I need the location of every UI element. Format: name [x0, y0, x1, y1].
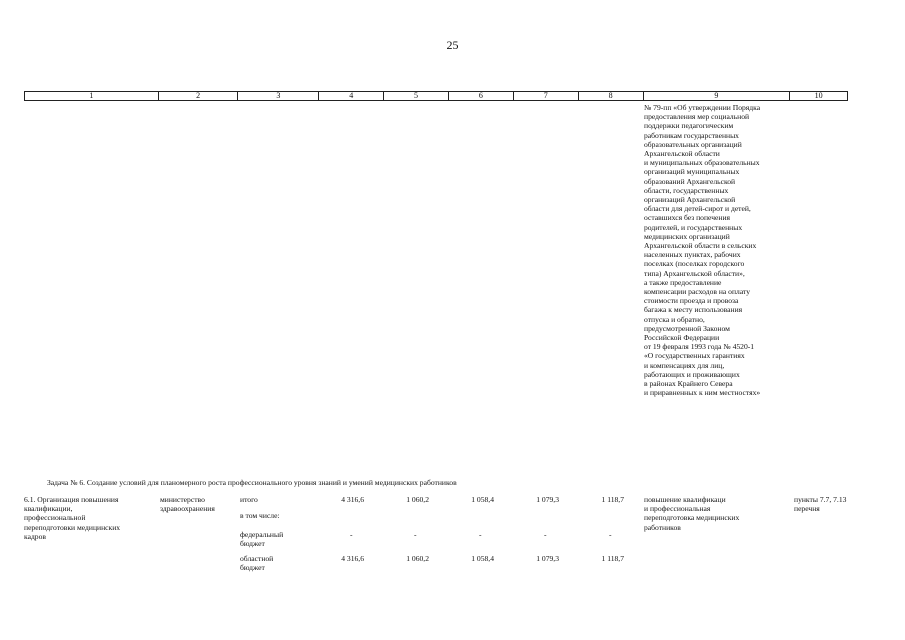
text-line: организаций муниципальных	[644, 167, 740, 177]
column-number-3: 3	[238, 92, 319, 100]
text-line: компенсации расходов на оплату	[644, 287, 751, 297]
total-col7: 1 079,3	[536, 495, 559, 504]
column-number-4: 4	[319, 92, 384, 100]
text-line: работникам государственных	[644, 130, 739, 140]
source-federal-label	[240, 530, 283, 548]
text-line: работающих и проживающих	[644, 369, 740, 379]
federal-col4: -	[350, 530, 353, 539]
text-line: от 19 февраля 1993 года № 4520-1	[644, 342, 755, 352]
text-line: 6.1. Организация повышения	[24, 495, 119, 504]
text-line: образовательных организаций	[644, 139, 742, 149]
regional-col8: 1 118,7	[601, 554, 624, 563]
text-line: типа) Архангельской области»,	[644, 268, 745, 278]
text-line: пункты 7.7, 7.13	[794, 495, 847, 504]
text-line: бюджет	[240, 539, 265, 549]
regional-col5: 1 060,2	[406, 554, 429, 563]
total-col4: 4 316,6	[341, 495, 364, 504]
text-line: багажа к месту использования	[644, 305, 743, 315]
source-total-label: итого	[240, 495, 258, 504]
column-number-10: 10	[814, 91, 823, 100]
column-number-5: 5	[384, 92, 449, 100]
text-line: поддержки педагогическим	[644, 121, 734, 131]
text-line: и приравненных к ним местностях»	[644, 388, 761, 398]
text-line: оставшихся без попечения	[644, 213, 731, 223]
column-number-8: 8	[579, 92, 644, 100]
total-col6: 1 058,4	[471, 495, 494, 504]
column-number-9: 9	[644, 92, 791, 100]
text-line: и профессиональная	[644, 504, 711, 514]
text-line: а также предоставление	[644, 277, 722, 287]
regional-col6: 1 058,4	[471, 554, 494, 563]
text-line: профессиональной	[24, 513, 86, 523]
responsible-executor	[160, 495, 215, 513]
measure-name	[24, 495, 120, 541]
text-line: министерство	[160, 495, 205, 504]
text-line: «О государственных гарантиях	[644, 351, 745, 361]
text-line: и компенсациях для лиц,	[644, 360, 725, 370]
regional-col7: 1 079,3	[536, 554, 559, 563]
source-including-label: в том числе:	[240, 511, 280, 520]
text-line: населенных пунктах, рабочих	[644, 250, 741, 260]
text-line: поселках (поселках городского	[644, 259, 745, 269]
text-line: здравоохранения	[160, 504, 215, 514]
continued-column-9-text	[644, 103, 760, 398]
text-line: бюджет	[240, 563, 265, 573]
federal-col7: -	[544, 530, 547, 539]
text-line: стоимости проезда и провоза	[644, 296, 739, 306]
text-line: перечня	[794, 504, 820, 514]
text-line: отпуска и обратно,	[644, 314, 705, 324]
text-line: области для детей-сирот и детей,	[644, 204, 751, 214]
column-number-2: 2	[159, 92, 239, 100]
text-line: переподготовка медицинских	[644, 513, 740, 523]
text-line: родителей, и государственных	[644, 222, 743, 232]
task-heading: Задача № 6. Создание условий для планомерного роста профессионального уровня знаний и умений медицинских работников	[47, 478, 457, 487]
federal-col6: -	[479, 530, 482, 539]
text-line: областной	[240, 554, 274, 563]
text-line: Архангельской области	[644, 149, 720, 159]
column-number-7: 7	[514, 92, 579, 100]
text-line: переподготовки медицинских	[24, 522, 121, 532]
column-number-6: 6	[449, 92, 514, 100]
text-line: кадров	[24, 531, 46, 541]
total-col8: 1 118,7	[601, 495, 624, 504]
federal-col5: -	[414, 530, 417, 539]
text-line: и муниципальных образовательных	[644, 158, 760, 168]
text-line: федеральный	[240, 530, 284, 539]
regional-col4: 4 316,6	[341, 554, 364, 563]
text-line: Российской Федерации	[644, 333, 720, 343]
column-number-1: 1	[25, 92, 159, 100]
text-line: организаций Архангельской	[644, 195, 736, 205]
text-line: в районах Крайнего Севера	[644, 379, 733, 389]
text-line: образований Архангельской	[644, 176, 736, 186]
text-line: области, государственных	[644, 185, 729, 195]
indicator-reference	[794, 495, 846, 513]
text-line: повышение квалификаци	[644, 495, 726, 504]
column-number-header	[24, 91, 848, 101]
text-line: работников	[644, 522, 681, 532]
total-col5: 1 060,2	[406, 495, 429, 504]
text-line: квалификации,	[24, 504, 73, 514]
expected-result	[644, 495, 739, 532]
source-regional-label	[240, 554, 273, 572]
text-line: Архангельской области в сельских	[644, 241, 757, 251]
federal-col8: -	[609, 530, 612, 539]
page-number: 25	[446, 38, 459, 52]
text-line: предоставления мер социальной	[644, 112, 750, 122]
text-line: предусмотренной Законом	[644, 323, 730, 333]
text-line: медицинских организаций	[644, 231, 730, 241]
text-line: № 79-пп «Об утверждении Порядка	[644, 103, 761, 112]
